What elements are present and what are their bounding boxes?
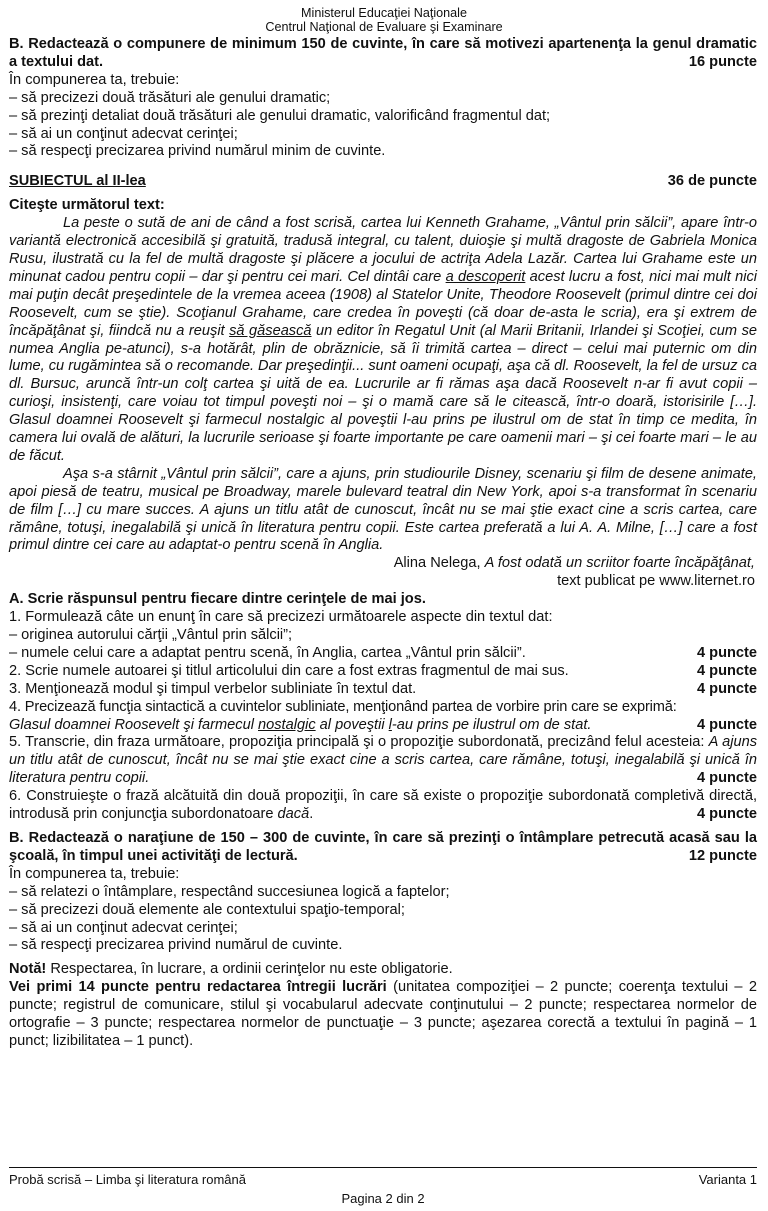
question-1-b-row	[9, 645, 757, 663]
part-b2-heading: B. Redactează o naraţiune de 150 – 300 de cuvinte, în care să prezinţi o întâmplare petrecută acasă sau la şcoală, în timpul unei activităţi de lectură. 12 puncte	[9, 829, 757, 864]
part-b1-points: 16 puncte	[688, 53, 757, 70]
note: Notă! Respectarea, în lucrare, a ordinii cerinţelor nu este obligatorie.	[9, 961, 453, 978]
center-name: Centrul Naţional de Evaluare şi Examinare	[265, 20, 503, 34]
part-b2-item: – să ai un conţinut adecvat cerinţei;	[9, 919, 238, 936]
ministry-name: Ministerul Educaţiei Naţionale	[301, 6, 467, 20]
grading-note: Vei primi 14 puncte pentru redactarea întregii lucrări (unitatea compoziţiei – 2 puncte; coerenţa textului – 2 puncte; registrul de comunicare, stilul şi vocabularul adecvate conţinutului – 2 puncte; respectarea normelor de ortografie – 3 puncte; respectarea normelor de punctuaţie – 3 puncte; aşezarea corectă a textului în pagină – 1 punct; lizibilitatea – 1 punct).	[9, 979, 757, 1049]
question-2: 2. Scrie numele autoarei şi titlul articolului din care a fost extras fragmentul de mai sus.	[9, 662, 569, 679]
part-b1-item: – să prezinţi detaliat două trăsături ale genului dramatic, valorificând fragmentul dat;	[9, 107, 551, 124]
question-2-row	[9, 663, 757, 681]
reading-text	[9, 215, 757, 555]
question-3-points: 4 puncte	[696, 680, 757, 697]
text-source: Alina Nelega, A fost odată un scriitor foarte încăpăţânat,	[393, 555, 755, 572]
page-header	[0, 6, 768, 34]
question-1-points: 4 puncte	[696, 644, 757, 661]
underlined-verb-2: să găsească	[229, 322, 312, 339]
underlined-word-1: nostalgic	[258, 716, 316, 733]
part-b2-item: – să respecţi precizarea privind numărul de cuvinte.	[9, 937, 343, 954]
part-b1-item: – să ai un conţinut adecvat cerinţei;	[9, 125, 238, 142]
read-instruction: Citeşte următorul text:	[9, 197, 165, 214]
footer-page-number: Pagina 2 din 2	[341, 1191, 425, 1206]
question-6: 6. Construieşte o frază alcătuită din două propoziţii, în care să existe o propoziţie subordonată completivă directă, introdusă prin conjuncţia subordonatoare dacă. 4 puncte	[9, 788, 757, 823]
question-1: 1. Formulează câte un enunţ în care să precizezi următoarele aspecte din textul dat:	[9, 609, 553, 626]
part-b1	[9, 36, 757, 161]
part-b2-item: – să precizezi două elemente ale contextului spaţio-temporal;	[9, 901, 405, 918]
question-1-a: – originea autorului cărţii „Vântul prin sălcii”;	[9, 627, 293, 643]
page-footer	[9, 1167, 757, 1206]
question-5: 5. Transcrie, din fraza următoare, propoziţia principală şi o propoziţie subordonată, precizând felul acesteia: A ajuns un titlu atât de cunoscut, încât nu se mai ştie exact cine a scris cartea, care rămâne, totuşi, inegalabilă şi unică în literatura pentru copii. 4 puncte	[9, 734, 757, 787]
question-6-points: 4 puncte	[696, 806, 757, 823]
part-b2-intro: În compunerea ta, trebuie:	[9, 865, 180, 882]
question-4: 4. Precizează funcţia sintactică a cuvintelor subliniate, menţionând partea de vorbire prin care se exprimă:	[9, 698, 677, 715]
part-a-heading: A. Scrie răspunsul pentru fiecare dintre cerinţele de mai jos.	[9, 591, 426, 608]
question-3: 3. Menţionează modul şi timpul verbelor subliniate în textul dat.	[9, 680, 417, 697]
subject-2-points: 36 de puncte	[667, 173, 757, 190]
question-4-sentence: Glasul doamnei Roosevelt şi farmecul nostalgic al poveştii l-au prins pe ilustrul om de stat.	[9, 716, 592, 733]
question-5-points: 4 puncte	[696, 770, 757, 787]
part-b1-intro: În compunerea ta, trebuie:	[9, 71, 180, 88]
reading-paragraph-2: Aşa s-a stârnit „Vântul prin sălcii”, care a ajuns, prin studiourile Disney, scenariu şi film de desene animate, apoi piesă de teatru, musical pe Broadway, marele bulevard teatral din New York, apoi s-a transformat în scenariu de film […] cu mare succes. A ajuns un titlu atât de cunoscut, încât nu se mai ştie exact cine a scris cartea, care rămâne, totuşi, inegalabilă şi unică în literatura pentru copii. Este cartea preferată a lui A. A. Milne, […] care a fost primul dintre cei care au adaptat-o pentru scenă în Anglia.	[9, 465, 757, 554]
part-b2	[9, 830, 757, 955]
underlined-word-2: l	[388, 716, 392, 733]
subject-2-title: SUBIECTUL al II-lea	[9, 173, 146, 190]
question-3-row	[9, 681, 757, 699]
part-b2-points: 12 puncte	[688, 847, 757, 864]
part-b1-item: – să respecţi precizarea privind numărul minim de cuvinte.	[9, 143, 386, 160]
subject-2-header	[9, 173, 757, 191]
text-source-note: text publicat pe www.liternet.ro	[557, 573, 755, 590]
footer-variant: Varianta 1	[698, 1172, 757, 1187]
part-b2-item: – să relatezi o întâmplare, respectând succesiunea logică a faptelor;	[9, 883, 450, 900]
question-4-points: 4 puncte	[696, 716, 757, 733]
reading-paragraph-1: La peste o sută de ani de când a fost scrisă, cartea lui Kenneth Grahame, „Vântul prin sălcii”, apare într-o variantă electronică accesibilă şi gratuită, tradusă integral, cu talent, duioşie şi multă dragoste de Gabriela Monica Rusu, ilustrată cu la fel de multă dragoste şi plăcere a jocului de actriţa Adela Lazăr. Cartea lui Grahame este un minunat cadou pentru copii – dar şi pentru cei mari. Cel dintâi care a descoperit acest lucru a fost, nici mai mult nici mai puţin decât preşedintele de la vremea aceea (1908) al Statelor Unite, Theodore Roosevelt (primul dintre cei doi Roosevelt, cum se ştie). Scoţianul Grahame, care credea în poveşti (că doar de-asta le scria), era şi extrem de încăpăţânat şi, fiindcă nu a reuşit să găsească un editor în Regatul Unit (al Marii Britanii, Irlandei şi Scoţiei, cum se numea Anglia pe-atunci), s-a hotărât, plin de obrăznicie, să îi trimită cartea – direct – celui mai puternic om din lume, cu rugămintea să o recomande. Dar preşedinţii... sunt oameni ocupaţi, aşa că dl. Roosevelt, la fel de ursuz ca dl. Bursuc, aruncă într-un colţ cartea şi uită de ea. Lucrurile ar fi rămas aşa dacă Roosevelt n-ar fi avut copii – curioşi, insistenţi, care voiau tot timpul poveşti noi – şi o mamă care să le citească, într-o doară, istorisirile […]. Glasul doamnei Roosevelt şi farmecul nostalgic al poveştii l-au prins pe ilustrul om de stat în timp ce medita, în camera lui ovală de alături, la lucrurile serioase şi foarte importante pe care oamenii mari – şi cei foarte mari – le au de făcut.	[9, 215, 757, 464]
question-4-row	[9, 717, 757, 735]
footer-exam-name: Probă scrisă – Limba şi literatura română	[9, 1172, 246, 1187]
part-b1-heading: B. Redactează o compunere de minimum 150 de cuvinte, în care să motivezi apartenenţa la genul dramatic a textului dat. 16 puncte	[9, 36, 757, 70]
question-2-points: 4 puncte	[696, 662, 757, 679]
part-b1-item: – să precizezi două trăsături ale genului dramatic;	[9, 89, 331, 106]
question-1-b: – numele celui care a adaptat pentru scenă, în Anglia, cartea „Vântul prin sălcii”.	[9, 644, 526, 661]
underlined-verb-1: a descoperit	[445, 268, 526, 285]
page-content	[9, 36, 757, 1051]
